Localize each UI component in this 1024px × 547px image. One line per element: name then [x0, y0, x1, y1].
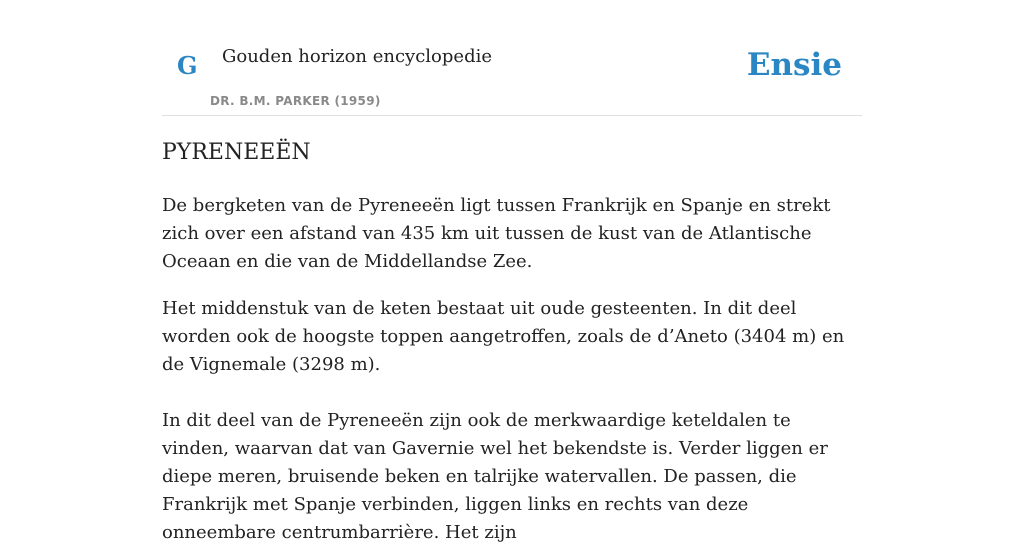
- book-title[interactable]: Gouden horizon encyclopedie: [222, 46, 492, 67]
- article-title: PYRENEEËN: [162, 140, 311, 165]
- book-author: DR. B.M. PARKER (1959): [210, 94, 381, 108]
- article-body: [162, 192, 862, 547]
- article-paragraph: De bergketen van de Pyreneeën ligt tussen Frankrijk en Spanje en strekt zich over een afstand van 435 km uit tussen de kust van de Atlantische Oceaan en die van de Middellandse Zee.: [162, 195, 831, 272]
- page: [162, 0, 862, 543]
- page-header: [162, 0, 862, 116]
- article-paragraph: In dit deel van de Pyreneeën zijn ook de merkwaardige keteldalen te vinden, waarvan dat van Gavernie wel het bekendste is. Verder liggen er diepe meren, bruisende beken en talrijke watervallen. De passen, die Frankrijk met Spanje verbinden, liggen links en rechts van deze onneembare centrumbarrière. Het zijn: [162, 410, 828, 543]
- article-paragraph: Het middenstuk van de keten bestaat uit oude gesteenten. In dit deel worden ook de hoogste toppen aangetroffen, zoals de d’Aneto (3404 m) en de Vignemale (3298 m).: [162, 298, 845, 375]
- book-logo[interactable]: G: [177, 51, 198, 80]
- site-logo[interactable]: Ensie: [746, 47, 842, 83]
